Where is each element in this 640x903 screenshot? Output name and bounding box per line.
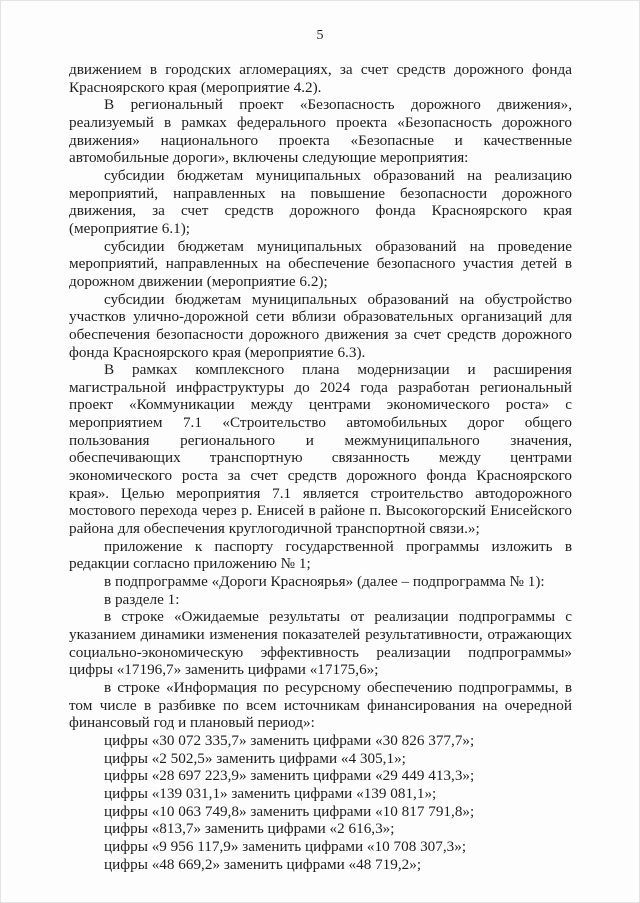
replacement-line: цифры «10 063 749,8» заменить цифрами «10 817 791,8»; <box>104 802 475 820</box>
body-paragraph: субсидии бюджетам муниципальных образований на проведение мероприятий, направленных на обеспечение безопасного участия детей в дорожном движении (мероприятие 6.2); <box>69 237 572 290</box>
body-paragraph: в разделе 1: <box>104 590 180 608</box>
body-paragraph: В региональный проект «Безопасность дорожного движения», реализуемый в рамках федерального проекта «Безопасность дорожного движения» национального проекта «Безопасные и качественные автомобильные дороги», включены следующие мероприятия: <box>69 96 572 167</box>
replacement-line: цифры «28 697 223,9» заменить цифрами «29 449 413,3»; <box>104 767 475 785</box>
document-body <box>1 61 639 873</box>
body-paragraph: приложение к паспорту государственной программы изложить в редакции согласно приложению № 1; <box>69 537 572 573</box>
continuation-paragraph: движением в городских агломерациях, за счет средств дорожного фонда Красноярского края (мероприятие 4.2). <box>69 61 572 96</box>
body-paragraph: в строке «Информация по ресурсному обеспечению подпрограммы, в том числе в разбивке по всем источникам финансирования на очередной финансовый год и плановый период»: <box>69 678 572 732</box>
replacement-line: цифры «30 072 335,7» заменить цифрами «30 826 377,7»; <box>104 731 475 749</box>
body-paragraph: в строке «Ожидаемые результаты от реализации подпрограммы с указанием динамики изменения показателей результативности, отражающих социально-экономическую эффективность реализации подпрограммы» цифры «17196,7» заменить цифрами «17175,6»; <box>69 608 572 679</box>
body-paragraph: субсидии бюджетам муниципальных образований на обустройство участков улично-дорожной сети вблизи образовательных организаций для обеспечения безопасности дорожного движения за счет средств дорожного фонда Красноярского края (мероприятие 6.3). <box>69 290 572 361</box>
replacement-line: цифры «813,7» заменить цифрами «2 616,3»; <box>104 820 395 838</box>
body-paragraph: в подпрограмме «Дороги Красноярья» (далее – подпрограмма № 1): <box>104 573 545 591</box>
body-paragraph: В рамках комплексного плана модернизации и расширения магистральной инфраструктуры до 2024 года разработан региональный проект «Коммуникации между центрами экономического роста» с мероприятием 7.1 «Строительство автомобильных дорог общего пользования регионального и межмуниципального значения, обеспечивающих транспортную связанность между центрами экономического роста за счет средств дорожного фонда Красноярского края». Целью мероприятия 7.1 является строительство автодорожного мостового перехода через р. Енисей в районе п. Высокогорский Енисейского района для обеспечения круглогодичной транспортной связи.»; <box>69 361 572 538</box>
page-number: 5 <box>316 28 324 43</box>
replacement-line: цифры «48 669,2» заменить цифрами «48 719,2»; <box>104 855 422 873</box>
replacement-line: цифры «2 502,5» заменить цифрами «4 305,1»; <box>104 749 406 767</box>
body-paragraph: субсидии бюджетам муниципальных образований на реализацию мероприятий, направленных на повышение безопасности дорожного движения, за счет средств дорожного фонда Красноярского края (мероприятие 6.1); <box>69 166 572 237</box>
replacement-line: цифры «139 031,1» заменить цифрами «139 081,1»; <box>104 784 437 802</box>
replacement-line: цифры «9 956 117,9» заменить цифрами «10 708 307,3»; <box>104 837 467 855</box>
